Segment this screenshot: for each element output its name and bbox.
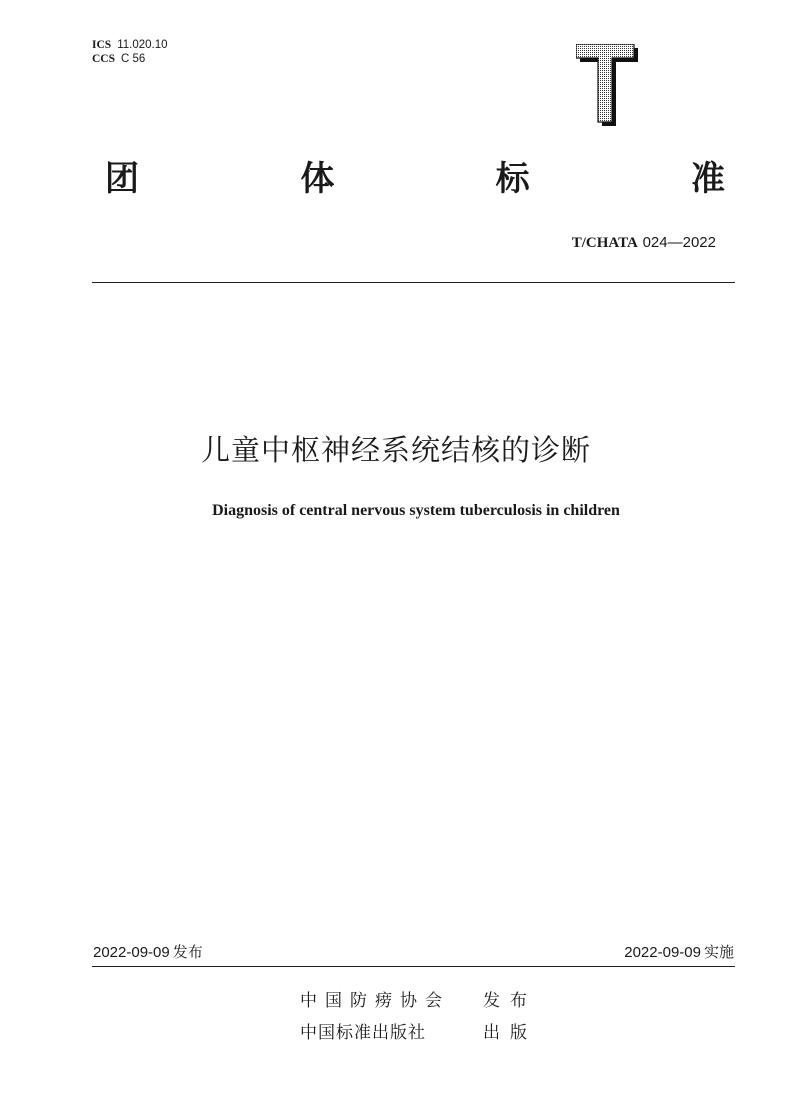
issue-date (93, 942, 203, 963)
classification-codes (92, 38, 168, 66)
standard-type-char: 准 (690, 159, 725, 199)
standard-type-char: 标 (495, 159, 530, 199)
publisher-org: 中国防痨协会 (300, 991, 450, 1011)
standard-type-heading (105, 156, 725, 202)
publisher-role: 发布 (483, 991, 537, 1011)
header-divider (92, 282, 735, 283)
implementation-date-label: 实施 (703, 943, 734, 961)
ics-code-row (92, 38, 168, 52)
publisher-org: 中国标准出版社 (300, 1023, 426, 1043)
t-group-standard-logo-icon (576, 44, 638, 126)
ccs-label: CCS (92, 53, 116, 65)
ccs-code-row (92, 52, 168, 66)
issue-date-label: 发布 (172, 943, 203, 961)
document-title-en: Diagnosis of central nervous system tuberculosis in children (212, 502, 620, 519)
implementation-date (624, 942, 734, 963)
document-title-zh: 儿童中枢神经系统结核的诊断 (200, 433, 591, 467)
ccs-value: C 56 (121, 53, 146, 65)
footer-divider (92, 966, 735, 967)
publisher-role: 出版 (483, 1023, 537, 1043)
standard-number-value: 024—2022 (642, 234, 716, 251)
ics-value: 11.020.10 (117, 39, 168, 51)
standard-type-char: 团 (105, 159, 139, 199)
standard-number (572, 232, 716, 253)
standard-type-char: 体 (300, 159, 335, 199)
implementation-date-value: 2022-09-09 (624, 944, 701, 961)
standard-number-prefix: T/CHATA (571, 235, 638, 251)
publisher-line (300, 1022, 537, 1044)
issue-date-value: 2022-09-09 (93, 944, 170, 961)
publisher-line (300, 990, 537, 1012)
ics-label: ICS (92, 39, 112, 51)
